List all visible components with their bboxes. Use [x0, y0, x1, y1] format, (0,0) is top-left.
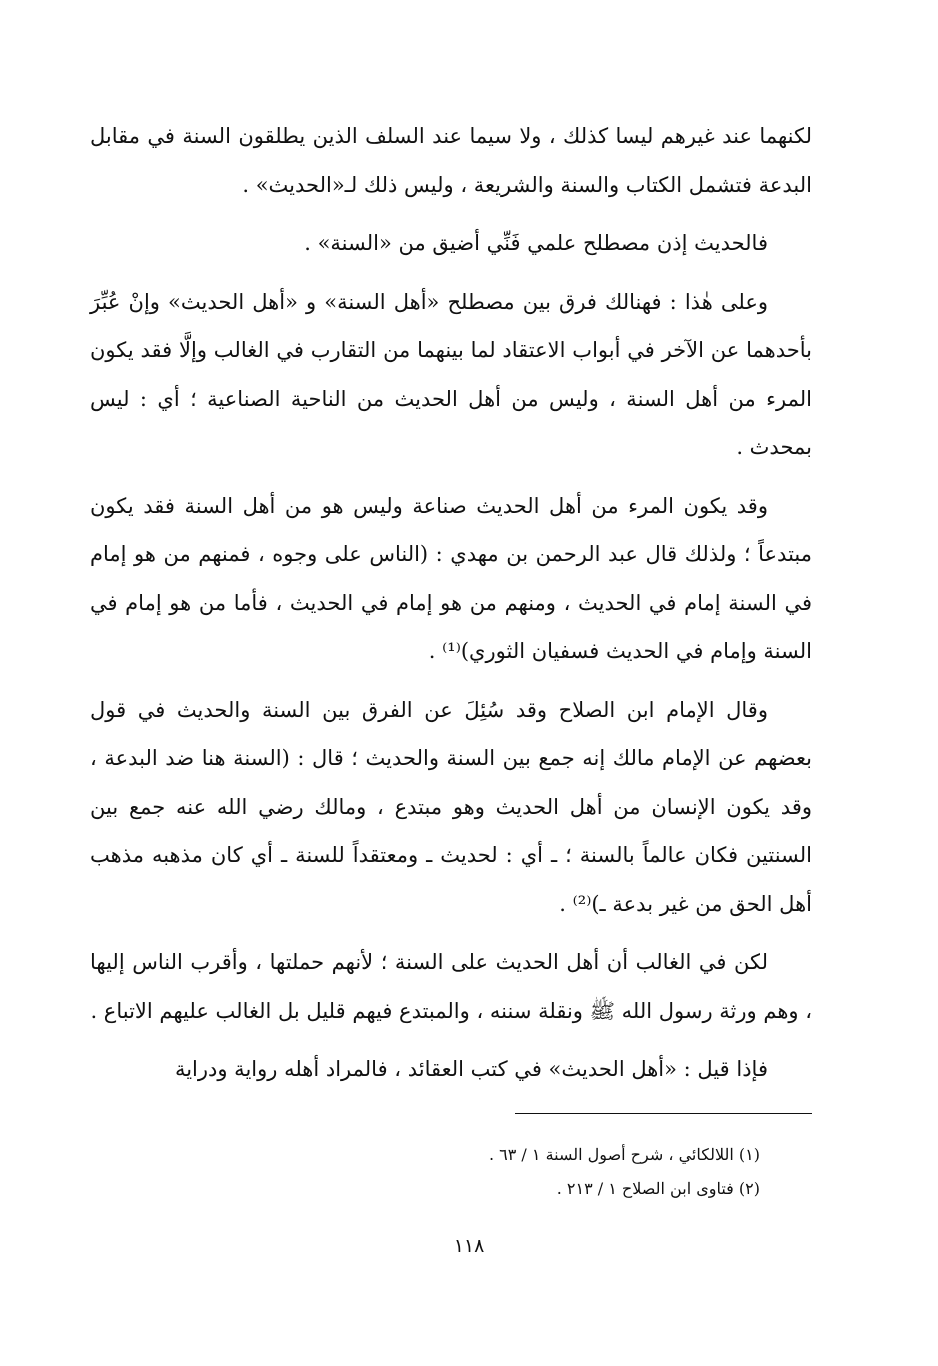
page-body — [90, 112, 812, 1104]
paragraph-4: وقد يكون المرء من أهل الحديث صناعة وليس هو من أهل السنة فقد يكون مبتدعاً ؛ ولذلك قال عبد الرحمن بن مهدي : (الناس على وجوه ، فمنهم من هو إمام في السنة إمام في الحديث ، ومنهم من هو إمام في الحديث ، فأما من هو إمام في السنة وإمام في الحديث فسفيان الثوري)⁽¹⁾ . — [90, 493, 812, 663]
footnote-1: (١) اللالكائي ، شرح أصول السنة ١ / ٦٣ . — [488, 1145, 760, 1164]
paragraph-5: وقال الإمام ابن الصلاح وقد سُئِلَ عن الفرق بين السنة والحديث في قول بعضهم عن الإمام مالك إنه جمع بين السنة والحديث ؛ قال : (السنة هنا ضد البدعة ، وقد يكون الإنسان من أهل الحديث وهو مبتدع ، ومالك رضي الله عنه جمع بين السنتين فكان عالماً بالسنة ؛ ـ أي : لحديث ـ ومعتقداً للسنة ـ أي كان مذهبه مذهب أهل الحق من غير بدعة ـ)⁽²⁾ . — [90, 697, 812, 916]
page-number: ١١٨ — [453, 1235, 485, 1257]
footnote-2: (٢) فتاوى ابن الصلاح ١ / ٢١٣ . — [556, 1179, 760, 1198]
paragraph-3: وعلى هٰذا : فهنالك فرق بين مصطلح «أهل السنة» و «أهل الحديث» وإنْ عُبِّرَ بأحدهما عن الآخر في أبواب الاعتقاد لما بينهما من التقارب في الغالب وإلَّا فقد يكون المرء من أهل السنة ، وليس من أهل الحديث من الناحية الصناعية ؛ أي : ليس بمحدث . — [90, 289, 812, 459]
paragraph-7: فإذا قيل : «أهل الحديث» في كتب العقائد ، فالمراد أهله رواية ودراية — [174, 1057, 768, 1081]
paragraph-1: لكنهما عند غيرهم ليسا كذلك ، ولا سيما عند السلف الذين يطلقون السنة في مقابل البدعة فتشمل الكتاب والسنة والشريعة ، وليس ذلك لـ«الحديث» . — [90, 124, 812, 197]
footnote-divider — [515, 1113, 812, 1114]
paragraph-2: فالحديث إذن مصطلح علمي فَنِّي أضيق من «السنة» . — [304, 231, 768, 255]
footnotes — [300, 1138, 760, 1206]
paragraph-6: لكن في الغالب أن أهل الحديث على السنة ؛ لأنهم حملتها ، وأقرب الناس إليها ، وهم ورثة رسول الله ﷺ ونقلة سننه ، والمبتدع فيهم قليل بل الغالب عليهم الاتباع . — [90, 950, 812, 1023]
